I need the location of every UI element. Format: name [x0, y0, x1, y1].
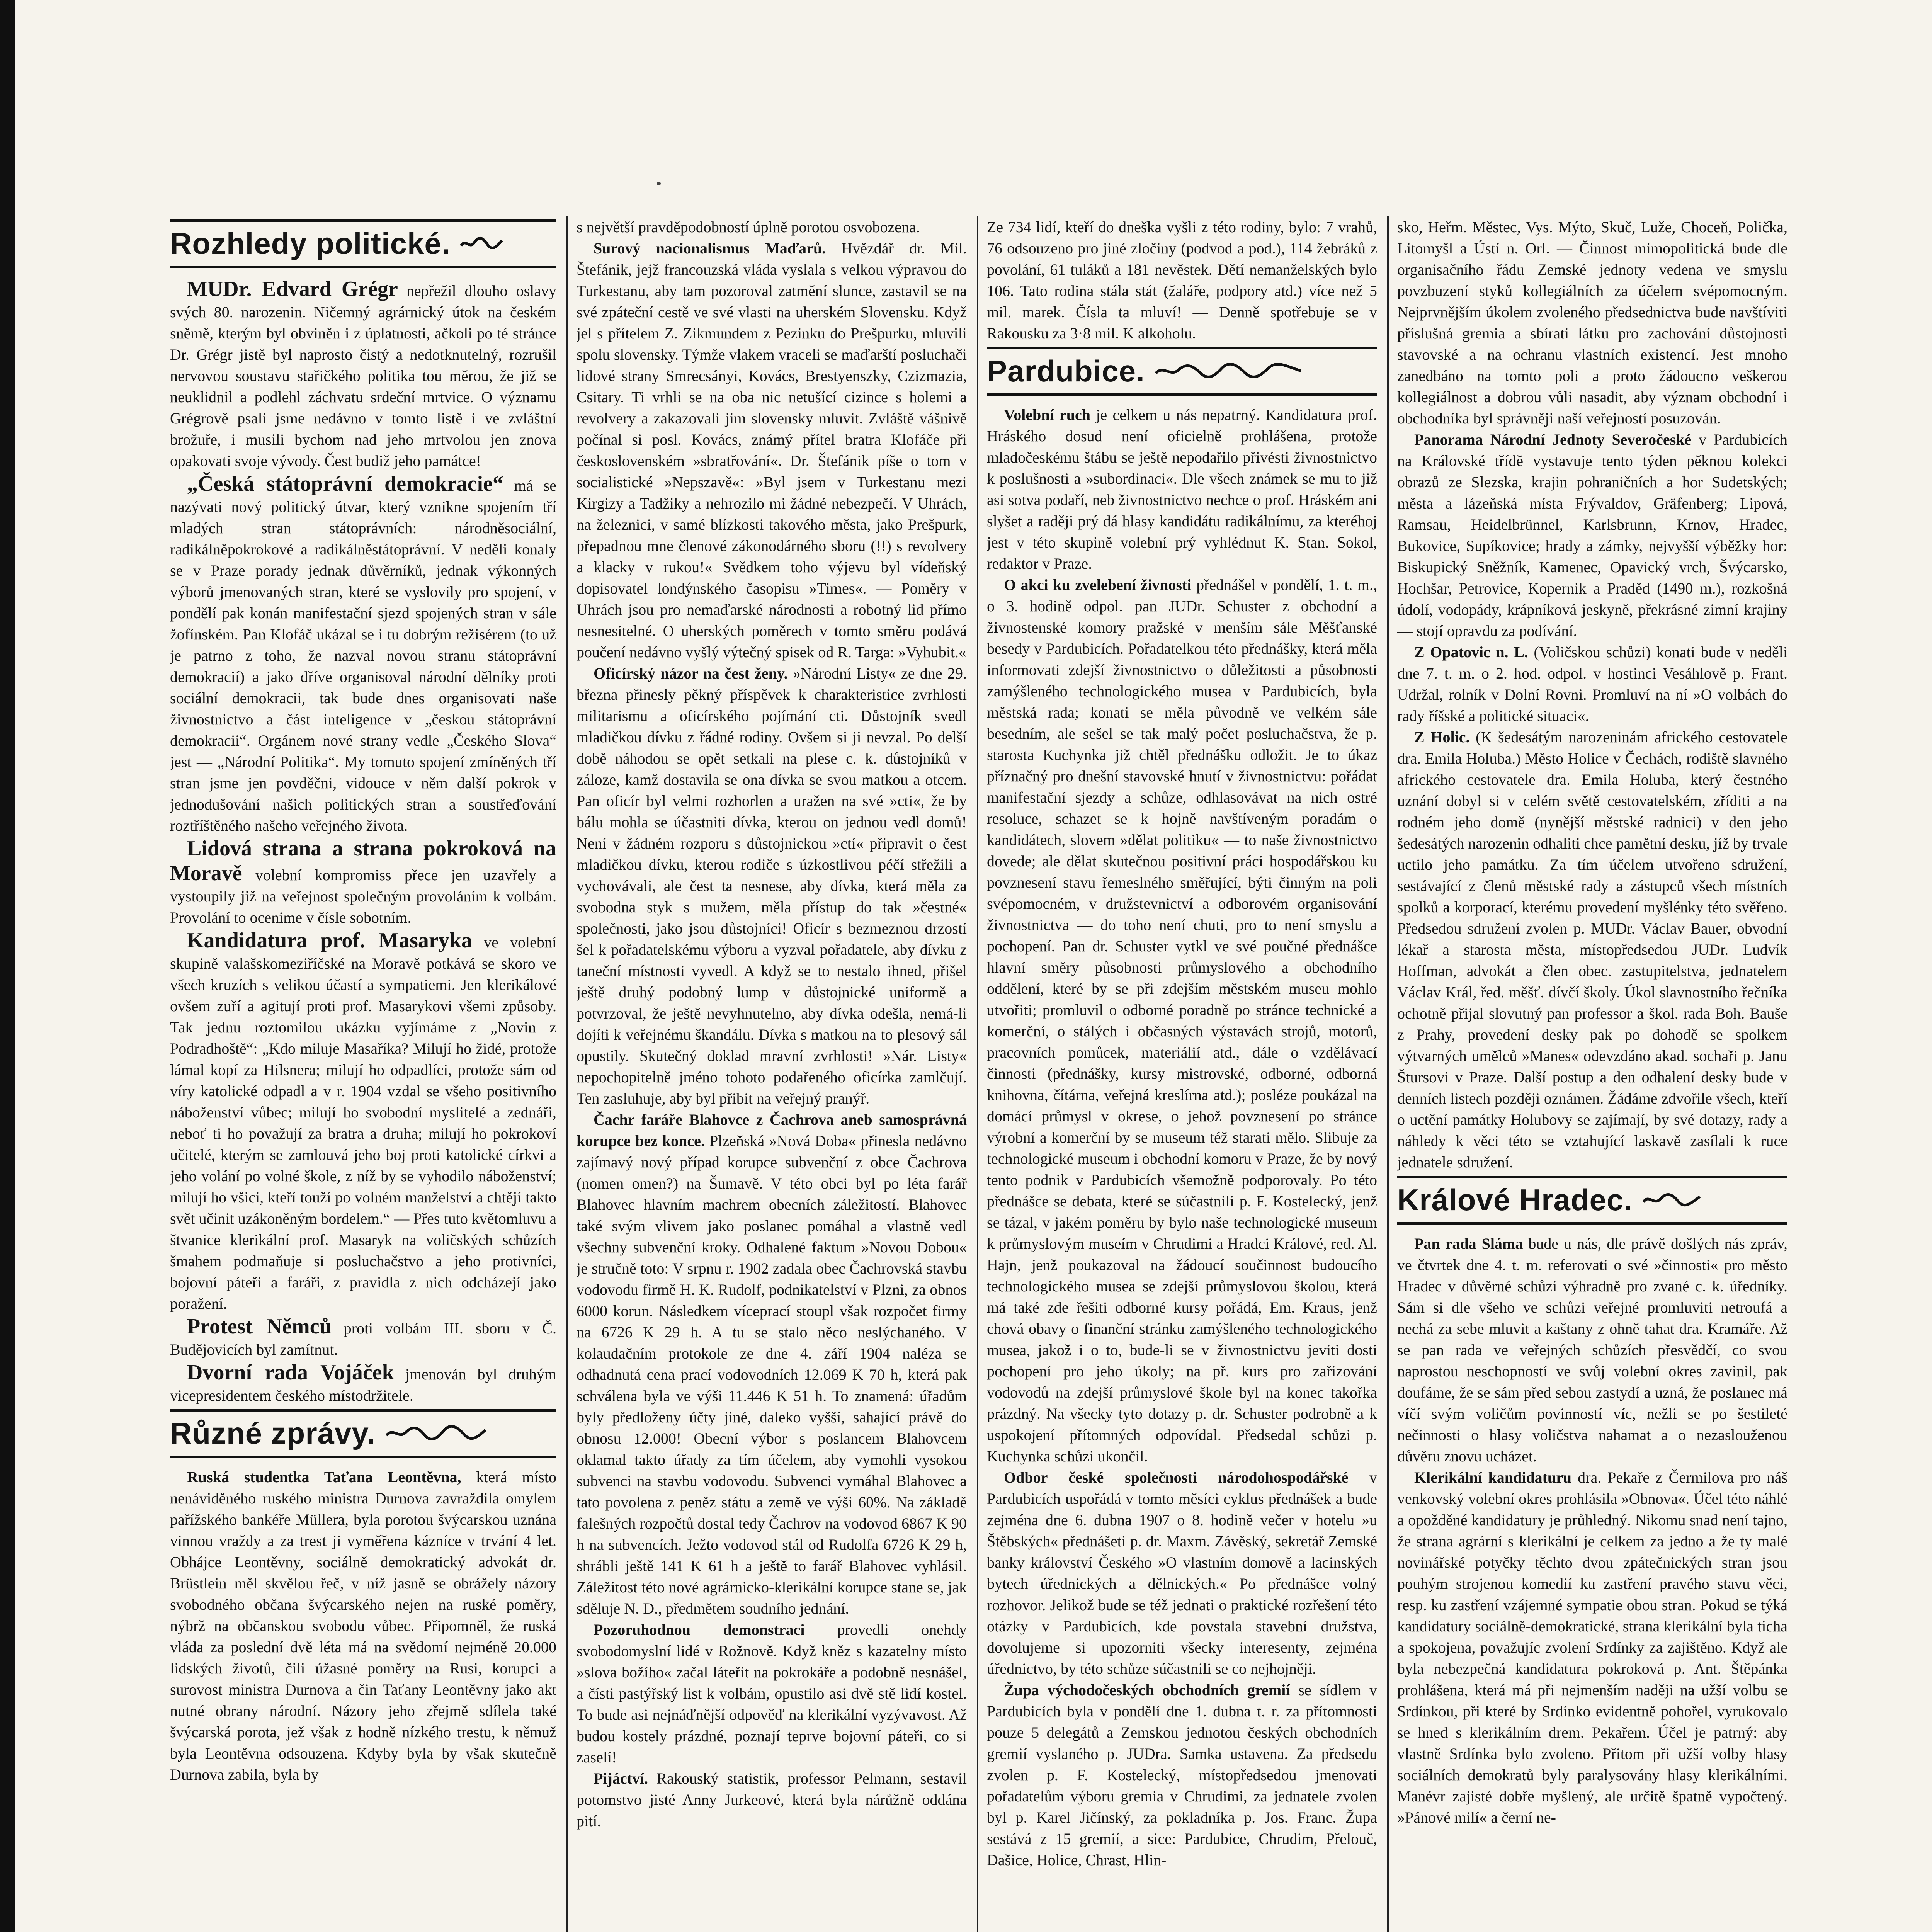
- article-slama: Pan rada Sláma bude u nás, dle právě došlých nás zpráv, ve čtvrtek dne 4. t. m. referovati o své »činnosti« pro město Hradec v důvěrné schůzi výhradně pro zvané c. k. úředníky. Sám si dle všeho ve schůzi veřejné promluviti netroufá a nechá za sebe mluvit a kaštany z ohně tahat dra. Kramáře. Až se pan rada ve veřejných schůzích přesvědčí, co svou naprostou neschopností ve svůj volební okres zavinil, pak doufáme, že se sám před sebou zastydí a uzná, že poslanec má víčí svým voličům povinností víc, nežli se po šestileté nečinnosti o hlasy voličstva nahamat a o nezaslouženou důvěru znovu ucházet.: [1397, 1235, 1787, 1465]
- article-odbor: Odbor české společnosti národohospodářské v Pardubicích uspořádá v tomto měsíci cyklus přednášek a bude zejména dne 6. dubna 1907 o 8. hodině večer v hotelu »u Štěbských« přednášeti p. dr. Maxm. Závěský, sekretář Zemské banky království Českého »O vlastním domově a lacinských bytech úřednických a dělnických.« Po přednášce volný rozhovor. Jelikož bude se též jednati o praktické rozřešení této otázky v Pardubicích, kde povstala stavební družstva, dovolujeme si upozorniti všecky interesenty, zejména úřednictvo, by této schůze súčastnili se co nejhojněji.: [987, 1469, 1377, 1677]
- article-gregr: MUDr. Edvard Grégr nepřežil dlouho oslavy svých 80. narozenin. Ničemný agrárnický útok na českém sněmě, kterým byl obviněn i z úplatnosti, ačkoli po té stránce Dr. Grégr jistě byl naprosto čistý a nedotknutelný, rozrušil nervovou soustavu stařičkého politika tou měrou, že již se neuklidnil a podlehl záchvatu srdeční mrtvice. O významu Grégrově psali jsme nedávno v tomto listě i ve zvláštní brožuře, i musili bychom nad jeho mrtvolou jen znova opakovati svoje vývody. Čest budiž jeho památce!: [170, 277, 556, 469]
- column-divider: [566, 216, 568, 1932]
- lead-leontevna: Ruská studentka Taťana Leontěvna,: [187, 1468, 461, 1486]
- column-2: [577, 216, 967, 1932]
- article-protest: Protest Němců proti volbám III. sboru v Č. Budějovicích byl zamítnut.: [170, 1315, 556, 1358]
- article-vojacek: Dvorní rada Vojáček jmenován byl druhým vicepresidentem českého místodržitele.: [170, 1361, 556, 1404]
- lead-slama: Pan rada Sláma: [1414, 1235, 1523, 1252]
- section-title-ruzne: Různé zprávy.: [170, 1416, 376, 1450]
- lead-opatovice: Z Opatovic n. L.: [1414, 643, 1528, 661]
- article-volebni-ruch: Volební ruch je celkem u nás nepatrný. Kandidatura prof. Hráského dosud není oficielně prohlášena, protože mladočeskému štábu se ještě nepodařilo přivésti živnostnictvo k poslušnosti a »subordinaci«. Dle všech známek se mu to již asi sotva podaří, neb živnostnictvo nechce o prof. Hráském ani slyšet a raději prý dá hlasy kandidátu radikálnímu, za kteréhoj jest v této skupině volební prý vyhlédnut K. Stan. Sokol, redaktor v Praze.: [987, 406, 1377, 572]
- lead-lidova-strana: Lidová strana a strana pokroková na Moravě: [170, 837, 556, 885]
- column-divider: [977, 216, 978, 1932]
- lead-holice: Z Holic.: [1414, 728, 1470, 746]
- article-zvelebeni: O akci ku zvelebení živnosti přednášel v pondělí, 1. t. m., o 3. hodině odpol. pan JUDr. Schuster z obchodní a živnostenské komory pražské v menším sále Měšťanské besedy v Pardubicích. Pořadatelkou této přednášky, která měla informovati zdejší živnostnictvo o důležitosti a působnosti zamýšleného technologického musea v Pardubicích, byla městská rada; konati se měla původně ve velkém sále besedním, ale sešel se tak malý počet posluchačstva, že p. starosta Kuchynka již chtěl přednášku odložit. Je to úkaz příznačný pro dnešní stavovské hnutí v živnostnictvu: pořádat manifestační sjezdy a schůze, odhlasovávat na nich ostré resoluce, schazet se k hojně navštíveným poradám o kandidátech, slovem »dělat politiku« — to naše živnostnictvo dovede; ale dělat skutečnou positivní práci hospodářskou ku povznesení stavu řemeslného směřující, býti činným na poli svépomocném, v družstevnictví a odborovém organisování živnostnictva — do toho není chuti, pro to není smyslu a pochopení. Pan dr. Schuster vytkl ve své poučné přednášce hlavní směry působnosti průmyslového a obchodního oddělení, které by se při zdejším městském museu mohlo utvořiti; promluvil o odborné poradně po stránce technické a komerční, o stálých i občasných výstavách strojů, motorů, pracovních pomůcek, materiálií atd., dále o vzdělávací činnosti (přednášky, kursy mistrovské, odborné, odborná knihovna, čítárna, veřejná kreslírna atd.); posléze poukázal na domácí průmysl v okrese, o jehož povznesení po stránce výrobní a komerční by se museum též starati mělo. Slibuje za technologické museum i obchodní komoru v Praze, že by nový tento podnik v Pardubicích všemožně podporovaly. Po této přednášce se debata, které se súčastnili p. F. Kostelecký, jenž se tázal, v jakém poměru by bylo naše technologické museum k průmyslovým museím v Chrudimi a Hradci Králové, red. Al. Hajn, jenž poukazoval na žádoucí součinnost budoucího technologického musea se zdejší průmyslovou školou, která má také zde řešiti odborné kursy pořádá, Em. Kraus, jenž chová obavy o finanční stránku zamýšleného technologického musea, jakož i o to, bude-li se v živnostnictvu jeviti dosti pochopení pro jeho úkoly; na př. kurs pro zařizování vodovodů na zdejší průmyslové škole byl na konec takořka prázdný. Na všecky tyto dotazy p. dr. Schuster podrobně a k uspokojení přítomných odpovídal. Předsedal schůzi p. Kuchynka schůzi ukončil.: [987, 576, 1377, 1465]
- lead-madari: Surový nacionalismus Maďarů.: [594, 240, 826, 257]
- lead-masaryk: Kandidatura prof. Masaryka: [187, 929, 472, 952]
- article-madari: Surový nacionalismus Maďarů. Hvězdář dr. Mil. Štefánik, jejž francouzská vláda vyslala s velkou výpravou do Turkestanu, aby tam pozoroval zatmění slunce, zastavil se na své zpáteční cestě ve své vlasti na uherském Slovensku. Když jel s přítelem Z. Zikmundem z Pezinku do Prešpurku, mluvili spolu slovensky. Týmže vlakem vraceli se maďarští posluchači lidové strany Smrecsányi, Kovács, Brestyenszky, Czizmazia, Csitary. Ti vrhli se na oba nic netušící cizince s holemi a revolvery a zakazovali jim slovensky mluvit. Zvláště vášnivě počínal si posl. Kovács, známý přítel bratra Klofáče při československém »sbratřování«. Dr. Štefánik píše o tom v socialistické »Nepszavě«: »Byl jsem v Turkestanu mezi Kirgizy a Tadžiky a nehrozilo mi žádné nebezpečí. V Uhrách, na železnici, v samé blízkosti takového města, jako Prešpurk, přepadnou mne členové zákonodárného sboru (!!) s revolvery a klacky v rukou!« Svědkem toho výjevu byl vídeňský dopisovatel londýnského časopisu »Times«. — Poměry v Uhrách jsou pro nemaďarské národnosti a robotný lid přímo nesnesitelné. O uherských poměrech v tomto směru podává poučení nedávno vyšlý výtečný spisek od R. Targa: »Vyhubit.«: [577, 240, 967, 661]
- lead-protest: Protest Němců: [187, 1315, 332, 1338]
- lead-klerikalni: Klerikální kandidaturu: [1414, 1469, 1572, 1486]
- article-blahovec: Čachr faráře Blahovce z Čachrova aneb samosprávná korupce bez konce. Plzeňská »Nová Doba« přinesla nedávno zajímavý nový případ korupce subvenční z obce Čachrova (nomen omen?) na Šumavě. V této obci byl po léta farář Blahovec hlavním machrem obecních záležitostí. Blahovec také svým vlivem jako poslanec pomáhal a vlastně vedl všechny subvenční kroky. Odhalené faktum »Novou Dobou« je stručně toto: V srpnu r. 1902 zadala obec Čachrovská stavbu vodovodu firmě H. K. Rudolf, podnikatelství v Plzni, za obnos 6000 korun. Následkem víceprací stoupl však rozpočet firmy na 6726 K 29 h. A tu se stalo něco neslýchaného. V kolaudačním protokole ze dne 4. září 1904 naléza se odhadnutá cena prací vodovodních 12.069 K 70 h, která pak schválena byla ve výši 11.446 K 51 h. To znamená: úřadům byly předloženy účty jiné, daleko vyšší, sahající právě do obnosu 12.000! Obecní výbor s poslancem Blahovcem oklamal takto úřady za tím účelem, aby vymohli vysokou subvenci na stavbu vodovodu. Subvenci vymáhal Blahovec a tato povolena z peněz státu a země ve výši 60%. Na základě falešných rozpočtů dostal tedy Čachrov na vodovod 6867 K 90 h na subvencích. Ježto vodovod stál od Rudolfa 6726 K 29 h, shrábli ještě 141 K 61 h a ještě to farář Blahovec vyhlásil. Záležitost této nové agrárnicko-klerikální korupce stane se, jak sděluje N. D., předmětem soudního jednání.: [577, 1111, 967, 1617]
- section-title-hradec: Králové Hradec.: [1397, 1183, 1633, 1217]
- section-header-ruzne: [170, 1409, 556, 1458]
- column-3: [987, 216, 1377, 1932]
- section-title-pardubice: Pardubice.: [987, 354, 1145, 388]
- lead-volebni-ruch: Volební ruch: [1004, 406, 1090, 423]
- lead-vojacek: Dvorní rada Vojáček: [187, 1361, 394, 1384]
- article-continuation: s největší pravděpodobností úplně porotou osvobozena.: [577, 218, 920, 236]
- article-zupa: Župa východočeských obchodních gremií se sídlem v Pardubicích byla v pondělí dne 1. dubna t. r. za přítomnosti pouze 5 delegátů a Zemskou jednotou českých obchodních gremií vyslaného p. JUDra. Samka ustavena. Za předsedu zvolen p. F. Kostelecký, místopředsedou jmenovati pořadatelům výboru gremia v Chrudimi, za jednatele zvolen byl p. Karel Jičínský, za pokladníka p. Jos. Franc. Župa sestává z 15 gremií, a sice: Pardubice, Chrudim, Přelouč, Dašice, Holice, Chrast, Hlin-: [987, 1681, 1377, 1869]
- article-pijactvi: Pijáctví. Rakouský statistik, professor Pelmann, sestavil potomstvo jisté Anny Jurkeové, která byla nárůžně oddána pití.: [577, 1770, 967, 1830]
- lead-zvelebeni: O akci ku zvelebení živnosti: [1004, 576, 1192, 594]
- scan-edge: [0, 0, 15, 1932]
- article-leontevna: Ruská studentka Taťana Leontěvna, která místo nenáviděného ruského ministra Durnova zavraždila omylem pařížského bankéře Müllera, byla porotou švýcarskou uznána vinnou vraždy a za trest ji vyměřena kázníce v trvání 4 let. Obhájce Leontěvny, sociálně demokratický advokát dr. Brüstlein měl skvělou řeč, v níž jasně se obrážely názory svobodného občana švýcarského nejen na ruské poměry, nýbrž na občanskou svobodu vůbec. Připomněl, že ruská vláda za poslední dvě léta má na svědomí nejméně 20.000 lidských životů, čili úžasné poměry na Rusi, korupci a surovost ministra Durnova a čin Taťany Leontěvny jako akt nutné obrany národní. Názory jeho zřejmě sdílela také švýcarská porota, jež však z hodně nízkého trestu, k němuž byla Leontěvna odsouzena. Kdyby byla by však skutečně Durnova zabila, byla by: [170, 1468, 556, 1783]
- column-divider: [1387, 216, 1389, 1932]
- lead-gregr: MUDr. Edvard Grégr: [187, 277, 398, 301]
- section-header-rozhledy: [170, 219, 556, 268]
- lead-blahovec: Čachr faráře Blahovce z Čachrova aneb samosprávná korupce bez konce.: [577, 1111, 967, 1150]
- ornament-icon: [1155, 363, 1302, 379]
- lead-panorama: Panorama Národní Jednoty Severočeské: [1414, 431, 1692, 448]
- scan-speck: [657, 182, 661, 185]
- section-header-pardubice: [987, 347, 1377, 396]
- article-klerikalni: Klerikální kandidaturu dra. Pekaře z Čermilova pro náš venkovský volební okres prohlásila »Obnova«. Účel této náhlé a opožděné kandidatury je průhledný. Nikomu snad není tajno, že strana agrární s klerikální je celkem za jedno a že ty malé novinářské potyčky těchto dvou zpátečnických stran jsou pouhým strojenou komedií ku zastření pravého stavu věci, resp. ku zastření vzájemné sympatie obou stran. Pokud se týká kandidatury sociálně-demokratické, strana klerikální byla ticha a spokojena, považujíc zvolení Srdínky za zajištěno. Když ale byla nebezpečná kandidatura pokroková p. Ant. Štěpánka prohlášena, která má při nejmenším naději na užší volbu se Srdínkou, při které by Srdínko evidentně pohořel, vyrukovalo se hned s klerikálním drem. Pekařem. Účel je patrný: aby vlastně Srdínka bylo zvoleno. Přitom při užší volby hlasy sociálních demokratů byly paralysovány hlasy klerikálními. Manévr zajisté dobře myšlený, ale určitě špatně vypočtený. »Pánové milí« a černí ne-: [1397, 1469, 1787, 1826]
- article-opatovice: Z Opatovic n. L. (Voličskou schůzi) konati bude v neděli dne 7. t. m. o 2. hod. odpol. v hostinci Vesáhlově p. Frant. Udržal, rolník v Dolní Rovni. Promluví na ní »O volbách do rady říšské a politické situaci«.: [1397, 643, 1787, 724]
- article-panorama: Panorama Národní Jednoty Severočeské v Pardubicích na Královské třídě vystavuje tento týden pěknou kolekci obrazů ze Slezska, krajin pohraničních a hor Sudetských; města a lázeňská místa Frývaldov, Gräfenberg; Lipová, Ramsau, Heidelbrünnel, Karlsbrunn, Krnov, Hradec, Bukovice, Supíkovice; hrady a zámky, nejvyšší výběžky hor: Biskupický Sněžník, Kamenec, Opavický vrch, Švýcarsko, Hochšar, Petrovice, Kopernik a Praděd (1490 m.), rozkošná údolí, vodopády, krápníková jeskyně, překrásné zimní krajiny — stojí opravdu za podívání.: [1397, 431, 1787, 639]
- column-1: [170, 216, 556, 1932]
- lead-demokracie: „Česká státoprávní demokracie“: [187, 472, 503, 496]
- lead-demonstrace: Pozoruhodnou demonstraci: [594, 1621, 805, 1638]
- section-title-rozhledy: Rozhledy politické.: [170, 226, 451, 260]
- article-holice: Z Holic. (K šedesátým narozeninám afrického cestovatele dra. Emila Holuba.) Město Holice v Čechách, rodiště slavného afrického cestovatele dra. Emila Holuba, který čestného uznání dobyl si v celém světě cestovatelském, zříditi a na rodném jeho domě (nynější městské radnici) v den jeho šedesátých narozenin odhaliti chce pamětní desku, jíž by trvale uctilo jeho památku. Za tím účelem utvořeno sdružení, sestávající z členů městské rady a zástupců všech místních spolků a korporací, kterému provedení myšlénky této svěřeno. Předsedou sdružení zvolen p. MUDr. Václav Bauer, obvodní lékař a starosta města, místopředsedou JUDr. Ludvík Hoffman, advokát a člen obec. zastupitelstva, jednatelem Václav Král, řed. měšť. dívčí školy. Úkol slavnostního řečníka ochotně přijal slovutný pan professor a škol. rada Boh. Bauše z Prahy, provedení desky pak po dohodě se spolkem výtvarných umělců »Manes« odevzdáno akad. sochaři p. Janu Štursovi v Praze. Další postup a den odhalení desky bude v denních listech později oznámen. Žádáme zdvořile všech, kteří o uctění památky Holubovy se zajímají, by své dotazy, rady a náhledy k věci této se vztahující laskavě zasílali k ruce jednatele sdružení.: [1397, 728, 1787, 1171]
- lead-oficir: Oficírský názor na čest ženy.: [594, 665, 788, 682]
- ornament-icon: [386, 1425, 486, 1441]
- article-continuation: Ze 734 lidí, kteří do dneška vyšli z této rodiny, bylo: 7 vrahů, 76 odsouzeno pro jiné zločiny (podvod a pod.), 114 žebráků z povolání, 61 tuláků a 181 nevěstek. Dětí nemanželských bylo 106. Tato rodina stála stát (žaláře, podpory atd.) více než 5 mil. marek. Čísla ta mluví! — Denně spotřebuje se v Rakousku za 3·8 mil. K alkoholu.: [987, 218, 1377, 342]
- lead-pijactvi: Pijáctví.: [594, 1770, 648, 1787]
- lead-zupa: Župa východočeských obchodních gremií: [1004, 1681, 1290, 1699]
- article-oficir: Oficírský názor na čest ženy. »Národní Listy« ze dne 29. března přinesly pěkný příspěvek k charakteristice zvrhlosti militarismu a oficírského pojímání cti. Důstojník svedl mladičkou dívku z řádné rodiny. Ovšem si ji nevzal. Po delší době náhodou se opět setkali na plese c. k. důstojníků v záloze, kamž dostavila se ona dívka se svou matkou a otcem. Pan oficír byl velmi rozhorlen a uražen na své »cti«, že by bálu mohla se účastniti dívka, kterou on jednou vedl domů! Není v žádném rozporu s důstojnickou »ctí« připravit o čest mladičkou dívku, kterou rodiče s úzkostlivou péčí střežili a vychovávali, ale čest ta nesnese, aby dívka, která měla za svobodna styk s mužem, měla přístup do tak »čestné« společnosti, jako jsou důstojníci! Oficír s bezmeznou drzostí šel k pořadatelskému výboru a vyzval pořadatele, aby dívku z taneční místnosti vyvedl. A když se to nestalo ihned, přišel ještě druhý podobný lump v důstojnické uniformě a potvrzoval, že ještě nevyhnutelno, aby dívka odešla, nemá-li dojíti k veřejnému škandálu. Dívka s matkou na to plesový sál opustily. Skutečný doklad mravní zvrhlosti! »Nár. Listy« nepochopitelně jméno tohoto podařeného oficírka zamlčují. Ten zasluhuje, aby byl přibit na veřejný pranýř.: [577, 665, 967, 1107]
- article-continuation: sko, Heřm. Městec, Vys. Mýto, Skuč, Luže, Choceň, Polička, Litomyšl a Ústí n. Orl. — Činnost mimopolitická bude dle organisačního řádu Zemské jednoty vedena ve smyslu povzbuzení styků kollegiálních za účelem svépomocným. Nejprvnějším úkolem zvoleného předsednictva bude navštíviti příslušná gremia a sbírati látku pro zachování důstojnosti stavovské a na ochranu vlastních existencí. Jest mnoho zanedbáno na tomto poli a proto žádoucno veškerou kollegiálnost a dobrou vůli nasadit, aby význam obchodní i obchodníka byl správněji naší veřejností posuzován.: [1397, 218, 1787, 427]
- article-demonstrace: Pozoruhodnou demonstraci provedli onehdy svobodomyslní lidé v Rožnově. Když kněz s kazatelny místo »slova božího« začal láteřit na pokrokáře a podobně nesnášel, a čísti pastýřský list k volbám, opustilo asi dvě stě lidí kostel. To bude asi nejnáďnější odpověď na klerikální vyzývavost. Až budou kostely prázdné, poznají teprve bojovní páteři, co si zaselí!: [577, 1621, 967, 1766]
- article-masaryk: Kandidatura prof. Masaryka ve volební skupině valašskomeziříčské na Moravě potkává se skoro ve všech kruzích s velikou účastí a sympatiemi. Jen klerikálové ovšem zuří a agitují proti prof. Masarykovi všemi způsoby. Tak jednu roztomilou ukázku vyjímáme z „Novin z Podradhoště“: „Kdo miluje Masaříka? Milují ho židé, protože lámal kopí za Hilsnera; milují ho odpadlíci, protože sám od víry katolické odpadl a v r. 1904 vzdal se všeho positivního náboženství vůbec; milují ho svobodní myslitelé a zednáři, neboť ti ho považují za bratra a druha; milují ho pokrokoví učitelé, kterým se zamlouvá jeho boj proti katolické církvi a jeho volání po volné škole, z níž by se vyhodilo náboženství; milují ho všici, kteří touží po volném manželství a chtějí takto svět učinit uzákoněným bordelem.“ — Přes tuto květomluvu a štvanice klerikální prof. Masaryk na voličských schůzích šmahem podmaňuje si posluchačstvo a jeho protivníci, bojovní páteři a faráři, z pravidla z nich odcházejí jako poražení.: [170, 929, 556, 1312]
- article-demokracie: „Česká státoprávní demokracie“ má se nazývati nový politický útvar, který vznikne spojením tří mladých stran státoprávních: národněsociální, radikálněpokrokové a radikálněstátoprávní. V neděli konaly se v Praze porady jednak důvěrníků, jednak výkonných výborů jmenovaných stran, které se vyslovily pro spojení, v pondělí pak konán manifestační sjezd spojených stran v sále žofínském. Pan Klofáč ukázal se i tu dobrým režisérem (to už je patrno z toho, že nazval novou stranu státoprávní demokracií) a jako dříve organisoval národní dělníky proti sociální demokracii, tak bude dnes organisovati naše živnostnictvo a část inteligence v „českou státoprávní demokracii“. Orgánem nové strany vedle „Českého Slova“ jest — „Národní Politika“. My tomuto spojení zmíněných tří stran jsme jen povděčni, vidouce v něm další pokrok v jednodušování našich politických stran a soustřeďování roztříštěného našeho veřejného života.: [170, 472, 556, 834]
- ornament-icon: [1643, 1192, 1701, 1208]
- column-4: [1397, 216, 1787, 1932]
- article-lidova-strana: Lidová strana a strana pokroková na Moravě volební kompromiss přece jen uzavřely a vystoupily již na veřejnost společným provoláním k volbám. Provolání to ocenime v čísle sobotním.: [170, 837, 556, 926]
- lead-odbor: Odbor české společnosti národohospodářské: [1004, 1469, 1349, 1486]
- section-header-hradec: [1397, 1176, 1787, 1225]
- ornament-icon: [460, 236, 503, 251]
